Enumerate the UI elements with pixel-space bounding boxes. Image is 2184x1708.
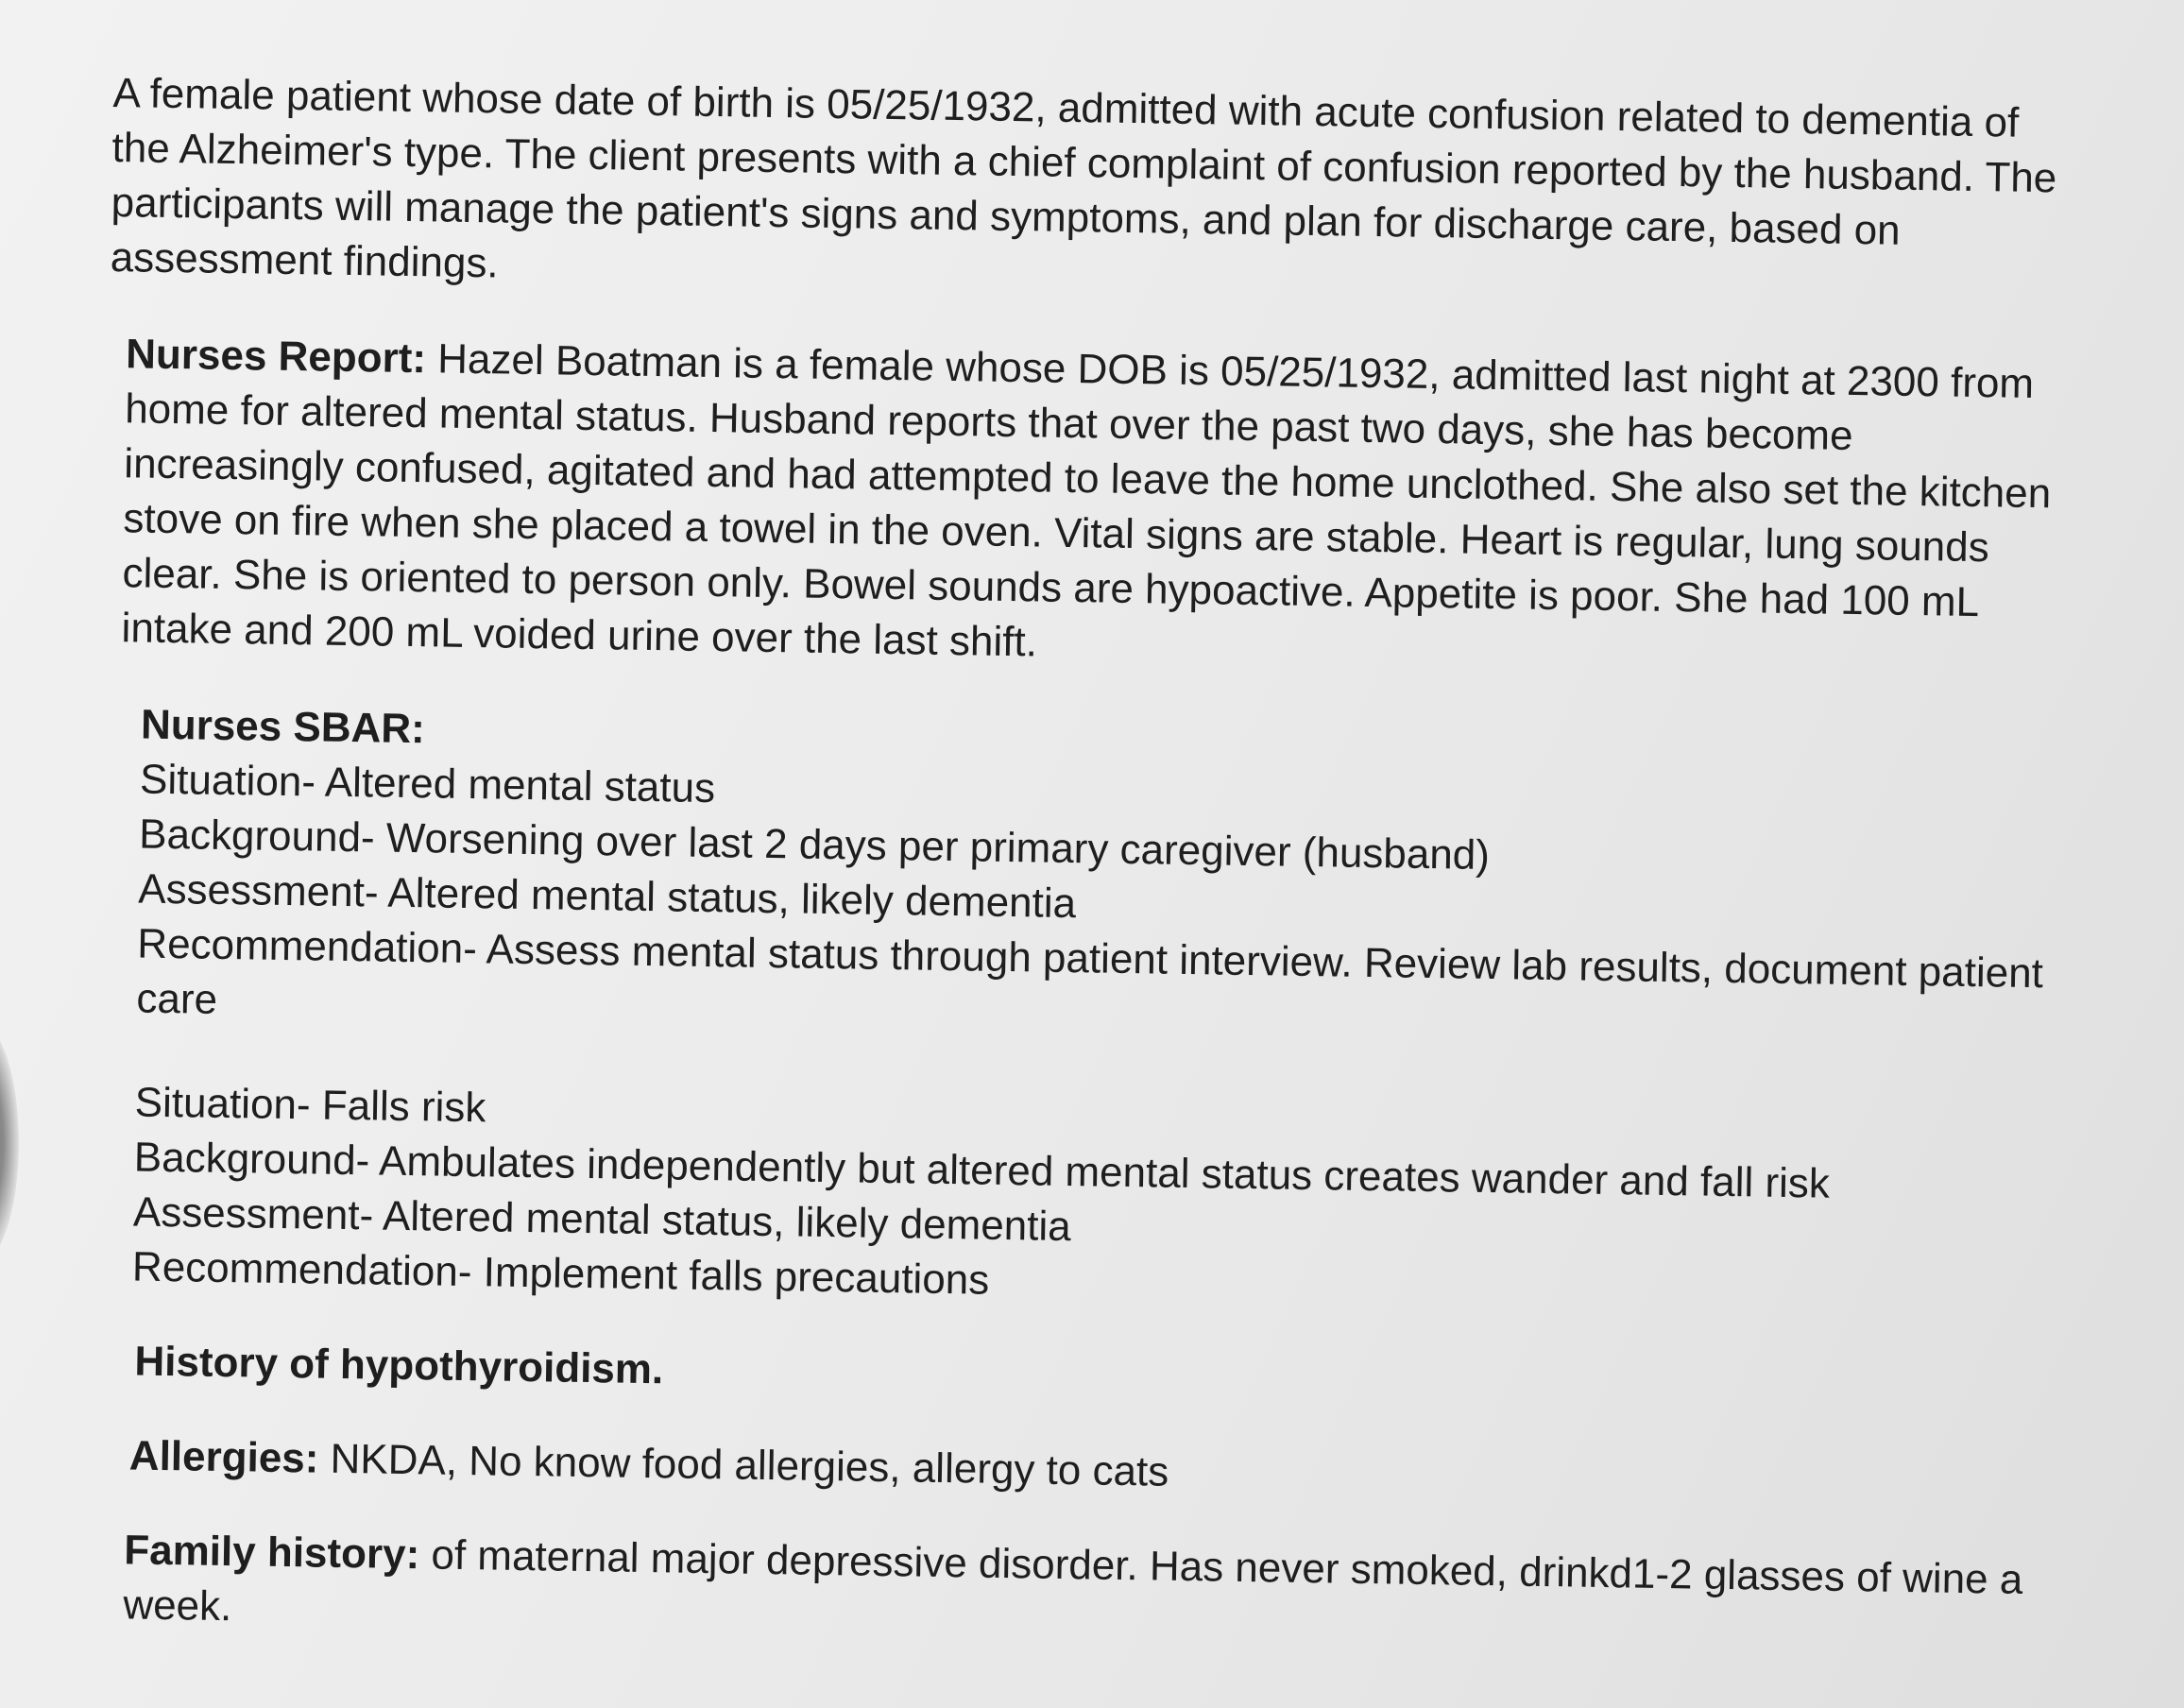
- page-edge-shadow: [0, 1020, 19, 1266]
- sbar-assessment-2: Assessment- Altered mental status, likely dementia: [132, 1188, 1072, 1251]
- allergies-label: Allergies:: [128, 1432, 319, 1482]
- sbar-recommendation-1: Recommendation- Assess mental status through patient interview. Review lab results, document patient care: [136, 920, 2044, 1023]
- sbar-heading: Nurses SBAR:: [140, 701, 426, 753]
- history-line: History of hypothyroidism.: [134, 1338, 664, 1393]
- document-sheet: [89, 66, 2088, 1664]
- sbar-assessment-1: Assessment- Altered mental status, likely dementia: [137, 865, 1077, 928]
- nurses-report-label: Nurses Report:: [125, 331, 427, 383]
- allergies-line: [128, 1428, 2066, 1513]
- sbar-recommendation-2: Recommendation- Implement falls precautions: [131, 1243, 990, 1304]
- family-history-text: of maternal major depressive disorder. Has never smoked, drinkd1-2 glasses of wine a week.: [123, 1531, 2023, 1631]
- sbar-situation-1: Situation- Altered mental status: [139, 756, 716, 812]
- sbar-situation-2: Situation- Falls risk: [134, 1079, 486, 1132]
- sbar-background-2: Background- Ambulates independently but altered mental status creates wander and fall risk: [133, 1134, 1831, 1207]
- allergies-text: NKDA, No know food allergies, allergy to cats: [318, 1435, 1169, 1495]
- intro-paragraph: A female patient whose date of birth is 05/25/1932, admitted with acute confusion related to dementia of the Alzheimer's type. The client presents with a chief complaint of confusion reported by the husband. The participants will manage the patient's signs and symptoms, and plan for discharge care, based on assessment findings.: [110, 69, 2057, 287]
- sbar-background-1: Background- Worsening over last 2 days per primary caregiver (husband): [138, 811, 1491, 879]
- family-history-label: Family history:: [123, 1527, 420, 1579]
- nurses-sbar-section: [132, 698, 2078, 1325]
- nurses-report-text: Hazel Boatman is a female whose DOB is 05/25/1932, admitted last night at 2300 from home for altered mental status. Husband reports that over the past two days, she has become increasingly confused, agitated and had attempted to leave the home unclothed. She also set the kitchen stove on fire when she placed a towel in the oven. Vital signs are stable. Heart is regular, lung sounds clear. She is oriented to person only. Bowel sounds are hypoactive. Appetite is poor. She had 100 mL intake and 200 mL voided urine over the last shift.: [121, 335, 2052, 666]
- nurses-report-paragraph: [121, 327, 2081, 686]
- family-history-line: [123, 1523, 2052, 1663]
